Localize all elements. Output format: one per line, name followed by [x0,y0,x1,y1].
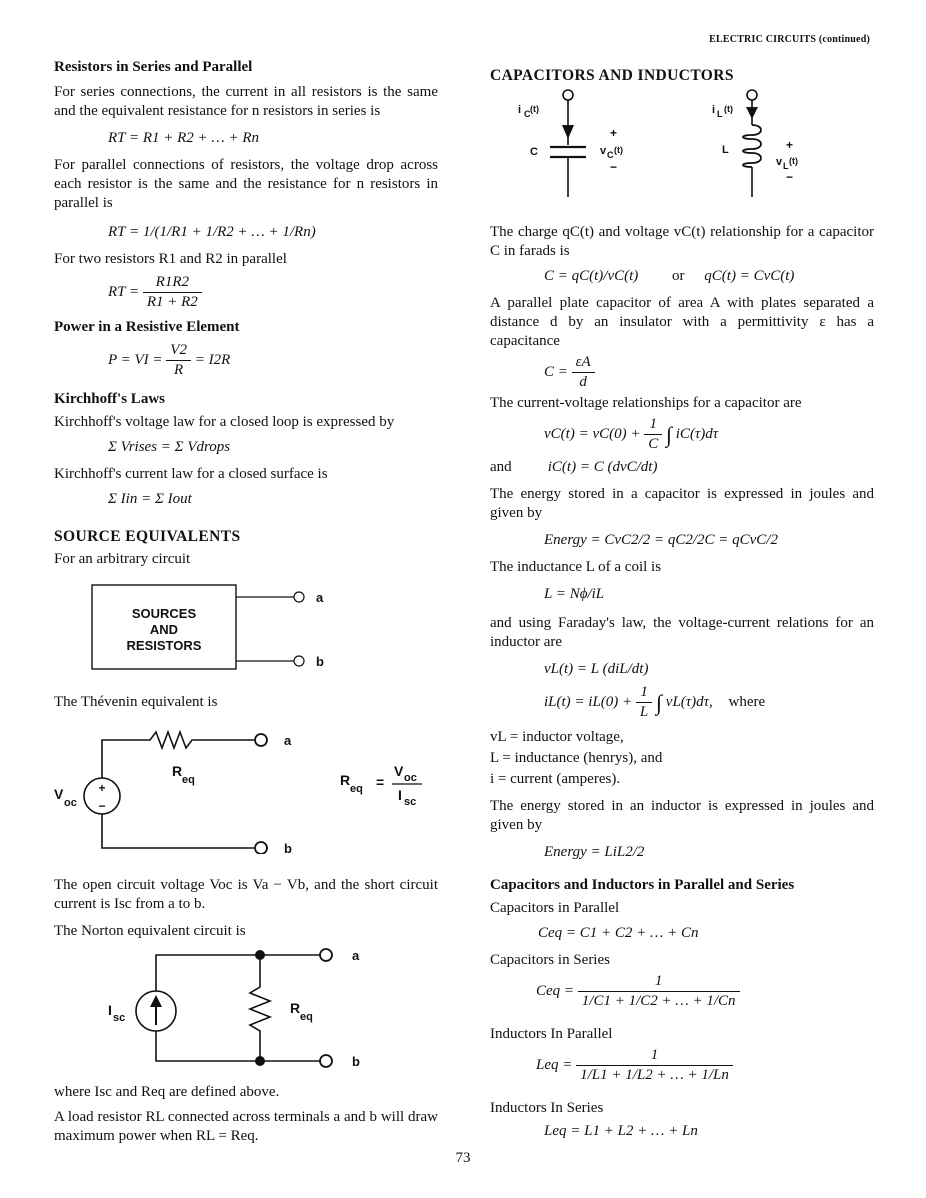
terminal-b [294,656,304,666]
terminal-a-label: a [284,733,292,748]
eq-lhs: Leq = [536,1056,573,1073]
il-sub: L [717,109,723,119]
req-label: R [172,763,183,779]
box-line-3: RESISTORS [126,638,202,653]
numerator: 1 [576,1046,733,1066]
fraction [644,415,662,454]
energy-capacitor-equation: Energy = CvC2/2 = qC2/2C = qCvC/2 [544,532,778,548]
running-header: ELECTRIC CIRCUITS (continued) [709,34,870,45]
ind-parallel-label: Inductors In Parallel [490,1026,613,1042]
thevenin-circuit-diagram [54,714,438,854]
kcl-paragraph: Kirchhoff's current law for a closed surface is [54,466,328,482]
series-paragraph: For series connections, the current in all resistors is the same and the equivalent resistance for n resistors in series is [54,84,438,119]
right-column [490,66,874,1141]
arrow-down-icon [562,125,574,139]
current-voltage-paragraph: The current-voltage relationships for a capacitor are [490,395,802,411]
vc-label: v [600,145,607,157]
series-equation: RT = R1 + R2 + … + Rn [108,130,260,146]
terminal-a-label: a [352,948,360,963]
vc-sub: C [607,150,614,160]
il-label: i [712,104,716,116]
numerator: V2 [166,341,191,361]
kcl-equation: Σ Iin = Σ Iout [108,491,192,507]
denominator: L [639,704,649,720]
terminal-b [255,842,267,854]
two-resistors-equation [108,273,438,312]
capacitor-inductor-diagram [490,87,874,205]
charge-eq-b: qC(t) = CvC(t) [704,268,795,284]
section-title-cap-ind: CAPACITORS AND INDUCTORS [490,67,734,84]
eq-lhs: iL(t) = iL(0) + [544,693,633,710]
plus-sign: + [98,781,106,795]
eq-cv2: iC(t) = C (dvC/dt) [547,459,658,475]
terminal-a [320,949,332,961]
section-title-resistors: Resistors in Series and Parallel [54,59,253,75]
vl-label: v [776,156,783,168]
terminal-a-label: a [316,590,324,605]
plate-paragraph: A parallel plate capacitor of area A with plates separated a distance d by an insulator with a permittivity ε has a capacitance [490,295,874,349]
l-label: L [722,144,729,156]
inductance-paragraph: The inductance L of a coil is [490,559,662,575]
req-resistor [250,955,270,1061]
ic-t: (t) [530,104,539,114]
req-formula-label: R [340,772,351,788]
il-t: (t) [724,104,733,114]
faraday-paragraph: and using Faraday's law, the voltage-current relations for an inductor are [490,615,874,650]
denominator: C [648,436,659,452]
vc-plus: + [610,126,618,140]
kvl-paragraph: Kirchhoff's voltage law for a closed loop is expressed by [54,414,395,430]
charge-eq-a: C = qC(t)/vC(t) [544,268,639,284]
energy-inductor-equation: Energy = LiL2/2 [544,844,645,860]
ind-parallel-equation [536,1046,874,1085]
eq-rhs: = I2R [194,351,231,368]
voc-subscript: oc [64,797,77,809]
section-title-kirchhoff: Kirchhoff's Laws [54,391,165,407]
denominator: R1 + R2 [146,294,198,310]
req-formula-subscript: eq [350,783,363,795]
ind-series-equation: Leq = L1 + L2 + … + Ln [544,1123,698,1139]
req-subscript: eq [300,1011,313,1023]
parallel-equation: RT = 1/(1/R1 + 1/R2 + … + 1/Rn) [108,224,316,240]
section-title-source: SOURCE EQUIVALENTS [54,528,241,545]
definition-item: i = current (amperes). [490,771,621,787]
ic-sub: C [524,109,531,119]
ind-series-label: Inductors In Series [490,1100,604,1116]
vc-minus: − [610,160,618,174]
capacitor-derivative-equation [490,458,874,477]
denominator: R [174,362,184,378]
vl-t: (t) [789,156,798,166]
formula-voc-sub: oc [404,772,417,784]
terminal-b-label: b [316,654,324,669]
box-line-1: SOURCES [131,606,197,621]
minus-sign: − [98,799,106,813]
numerator: εA [572,353,595,373]
terminal-b [320,1055,332,1067]
svg-text:=: = [376,774,385,790]
box-line-2: AND [149,622,179,637]
integral-sign: ∫ [656,690,663,715]
integral-sign: ∫ [665,422,673,447]
terminal-b-label: b [352,1054,360,1069]
fraction [636,683,652,722]
cap-series-equation [536,972,874,1011]
ic-label: i [518,104,522,116]
where-paragraph: where Isc and Req are defined above. [54,1084,280,1100]
definition-item: L = inductance (henrys), and [490,750,663,766]
vl-plus: + [786,138,794,152]
inductor-coil [743,125,761,167]
charge-paragraph: The charge qC(t) and voltage vC(t) relationship for a capacitor C in farads is [490,224,874,259]
numerator: 1 [644,415,662,435]
open-circuit-text: The open circuit voltage Voc is Va − Vb, and the short circuit current is Isc from a to b. [54,877,438,912]
eq-rhs: vL(τ)dτ, [665,693,713,710]
cap-series-label: Capacitors in Series [490,952,610,968]
denominator: d [579,374,587,390]
and-label: and [490,459,512,475]
fraction [578,972,740,1011]
eq-lhs: P = VI = [108,351,163,368]
formula-isc: I [398,787,402,803]
terminal-a [294,592,304,602]
definitions-list [490,728,874,789]
energy-inductor-paragraph: The energy stored in an inductor is expressed in joules and given by [490,798,874,833]
c-label: C [530,146,538,158]
denominator: 1/L1 + 1/L2 + … + 1/Ln [580,1067,729,1083]
arbitrary-circuit-paragraph: For an arbitrary circuit [54,551,191,567]
fraction [576,1046,733,1085]
inductance-equation: L = Nϕ/iL [544,586,605,602]
numerator: 1 [636,683,652,703]
isc-subscript: sc [113,1012,126,1024]
req-subscript: eq [182,774,195,786]
charge-equation [544,267,874,286]
terminal-b-label: b [284,841,292,854]
isc-label: I [108,1002,112,1018]
req-label: R [290,1000,301,1016]
fraction [572,353,595,392]
eq-rhs: iC(τ)dτ [675,425,719,442]
capacitor-integral-equation [544,415,874,454]
plate-equation [544,353,874,392]
eq-lhs: Ceq = [536,982,575,999]
arrow-down-icon [746,107,758,119]
inductor-voltage-equation: vL(t) = L (diL/dt) [544,661,649,677]
cap-parallel-equation: Ceq = C1 + C2 + … + Cn [538,925,699,941]
cap-terminal-top [563,90,573,100]
arbitrary-circuit-diagram [54,573,438,675]
numerator: 1 [578,972,740,992]
page-number: 73 [455,1150,471,1166]
two-resistors-paragraph: For two resistors R1 and R2 in parallel [54,251,287,267]
energy-capacitor-paragraph: The energy stored in a capacitor is expressed in joules and given by [490,486,874,521]
eq-lhs: RT = [108,283,140,300]
ind-terminal-top [747,90,757,100]
voc-label: V [54,786,64,802]
power-equation [108,341,438,380]
definition-item: vL = inductor voltage, [490,729,624,745]
fraction [143,273,202,312]
charge-eq-or: or [672,268,685,284]
inductor-integral-equation [544,683,874,722]
fraction [166,341,191,380]
vl-minus: − [786,170,794,184]
terminal-a [255,734,267,746]
norton-intro: The Norton equivalent circuit is [54,923,246,939]
section-title-parallel-series: Capacitors and Inductors in Parallel and Series [490,877,795,893]
kvl-equation: Σ Vrises = Σ Vdrops [108,439,231,455]
left-column [54,58,438,1146]
norton-circuit-diagram [54,943,438,1071]
section-title-power: Power in a Resistive Element [54,319,240,335]
formula-voc: V [394,763,404,779]
vl-sub: L [783,161,789,171]
eq-lhs: vC(t) = vC(0) + [544,425,641,442]
denominator: 1/C1 + 1/C2 + … + 1/Cn [581,993,736,1009]
thevenin-intro: The Thévenin equivalent is [54,694,218,710]
cap-parallel-label: Capacitors in Parallel [490,900,620,916]
parallel-paragraph: For parallel connections of resistors, the voltage drop across each resistor is the same and the resistance for n resistors in parallel is [54,157,438,211]
eq-lhs: C = [544,363,568,380]
where-label: where [728,693,766,710]
numerator: R1R2 [143,273,202,293]
load-paragraph: A load resistor RL connected across terminals a and b will draw maximum power when RL = Req. [54,1109,438,1144]
vc-t: (t) [614,145,623,155]
open-circuit-paragraph [54,876,438,914]
formula-isc-sub: sc [404,796,417,808]
